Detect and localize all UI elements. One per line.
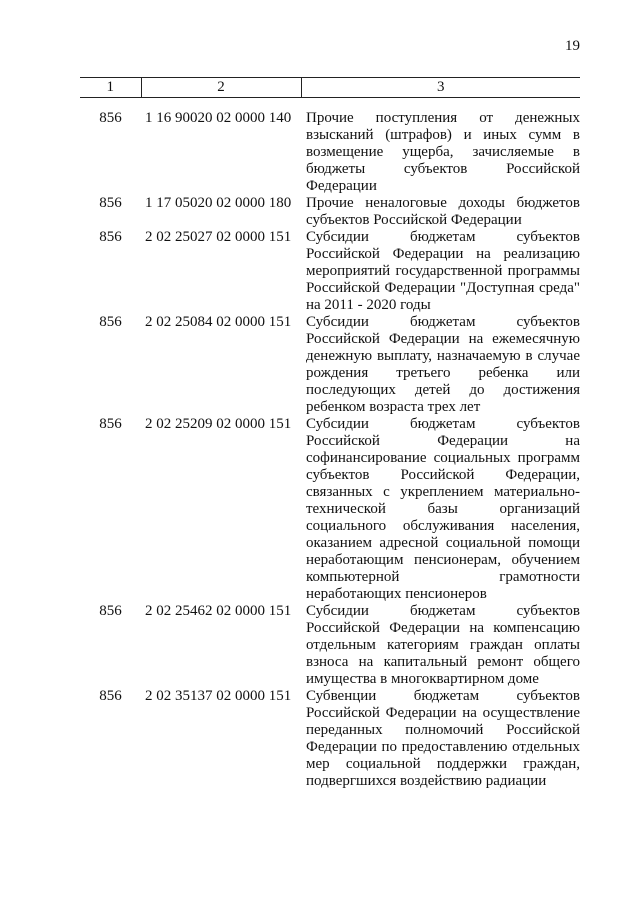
chapter-code: 856 <box>99 416 122 432</box>
revenue-name: Субсидии бюджетам субъектов Российской Федерации на компенсацию отдельным категориям граждан оплаты взноса на капитальный ремонт общего имущества в многоквартирном доме <box>306 603 580 687</box>
chapter-code: 856 <box>99 603 122 619</box>
chapter-code: 856 <box>99 314 122 330</box>
revenue-code: 2 02 25462 02 0000 151 <box>145 603 292 619</box>
table-row <box>80 229 580 314</box>
revenue-name: Прочие неналоговые доходы бюджетов субъектов Российской Федерации <box>306 195 580 228</box>
page-number: 19 <box>565 38 580 54</box>
table-row <box>80 688 580 790</box>
table-row <box>80 98 580 196</box>
revenue-code: 2 02 25084 02 0000 151 <box>145 314 292 330</box>
chapter-code: 856 <box>99 110 122 126</box>
chapter-code: 856 <box>99 688 122 704</box>
table-row <box>80 195 580 229</box>
table-row <box>80 314 580 416</box>
table-row <box>80 416 580 603</box>
column-number-2: 2 <box>141 78 301 98</box>
table-row <box>80 603 580 688</box>
revenue-code: 1 17 05020 02 0000 180 <box>145 195 292 211</box>
revenue-name: Субвенции бюджетам субъектов Российской Федерации на осуществление переданных полномочий Российской Федерации по предоставлению отдельных мер социальной поддержки граждан, подвергшихся воздействию радиации <box>306 688 580 789</box>
column-number-1: 1 <box>80 78 141 98</box>
revenue-classification-table <box>80 77 580 790</box>
revenue-name: Субсидии бюджетам субъектов Российской Федерации на ежемесячную денежную выплату, назначаемую в случае рождения третьего ребенка или последующих детей до достижения ребенком возраста трех лет <box>306 314 580 415</box>
revenue-name: Субсидии бюджетам субъектов Российской Федерации на софинансирование социальных программ субъектов Российской Федерации, связанных с укреплением материально-технической базы организаций социального обслуживания населения, оказанием адресной социальной помощи неработающим пенсионерам, обучением компьютерной грамотности неработающих пенсионеров <box>306 416 580 602</box>
column-number-row <box>80 78 580 98</box>
chapter-code: 856 <box>99 229 122 245</box>
revenue-code: 2 02 35137 02 0000 151 <box>145 688 292 704</box>
revenue-name: Субсидии бюджетам субъектов Российской Федерации на реализацию мероприятий государственной программы Российской Федерации "Доступная среда" на 2011 - 2020 годы <box>306 229 580 313</box>
revenue-code: 2 02 25209 02 0000 151 <box>145 416 292 432</box>
chapter-code: 856 <box>99 195 122 211</box>
revenue-name: Прочие поступления от денежных взысканий (штрафов) и иных сумм в возмещение ущерба, зачисляемые в бюджеты субъектов Российской Федерации <box>306 110 580 194</box>
revenue-code: 2 02 25027 02 0000 151 <box>145 229 292 245</box>
column-number-3: 3 <box>301 78 580 98</box>
revenue-code: 1 16 90020 02 0000 140 <box>145 110 292 126</box>
